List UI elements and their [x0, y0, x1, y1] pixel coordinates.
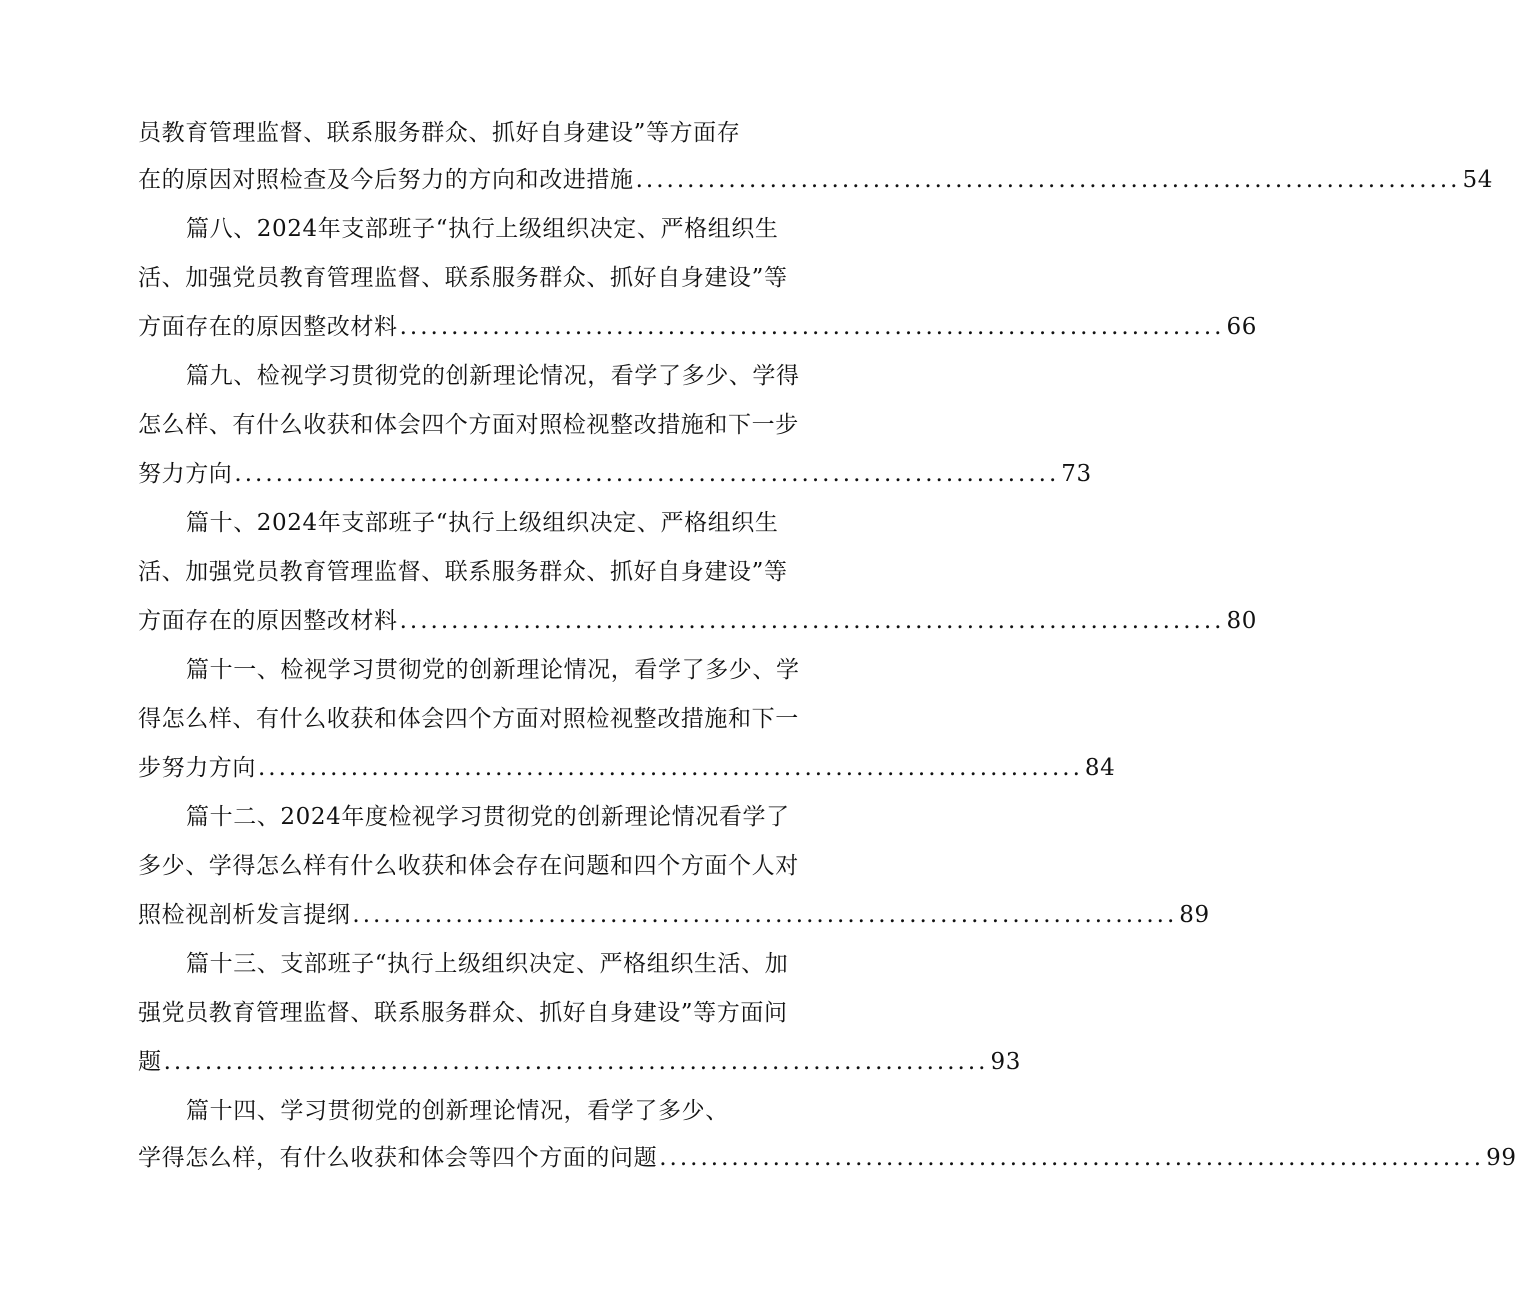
- toc-entry-title: 步努力方向: [138, 755, 256, 781]
- toc-line: 得怎么样、有什么收获和体会四个方面对照检视整改措施和下一: [138, 706, 799, 732]
- toc-page-number: 84: [1084, 755, 1116, 781]
- toc-entry-last-line[interactable]: [138, 160, 1493, 200]
- leader-dots: ................................................................................: [399, 608, 1225, 634]
- toc-page-number: 66: [1226, 314, 1257, 340]
- leader-dots: ................................................................................: [659, 1145, 1485, 1171]
- leader-dots: ................................................................................: [399, 314, 1225, 340]
- toc-page-number: 89: [1179, 902, 1210, 928]
- toc-entry-last-line[interactable]: [138, 748, 1116, 788]
- toc-line: 强党员教育管理监督、联系服务群众、抓好自身建设”等方面问: [138, 1000, 788, 1026]
- toc-line: 篇八、2024年支部班子“执行上级组织决定、严格组织生: [186, 216, 779, 242]
- leader-dots: ................................................................................: [258, 755, 1083, 781]
- toc-line: 篇九、检视学习贯彻党的创新理论情况，看学了多少、学得: [186, 363, 800, 389]
- toc-line: 员教育管理监督、联系服务群众、抓好自身建设”等方面存: [138, 120, 741, 146]
- toc-entry-title: 方面存在的原因整改材料: [138, 314, 398, 340]
- toc-line: 篇十一、检视学习贯彻党的创新理论情况，看学了多少、学: [186, 657, 800, 683]
- toc-entry-title: 努力方向: [138, 461, 233, 487]
- toc-entry-last-line[interactable]: [138, 1138, 1517, 1178]
- toc-page-number: 54: [1462, 167, 1493, 193]
- toc-page-number: 73: [1061, 461, 1092, 487]
- toc-line: 活、加强党员教育管理监督、联系服务群众、抓好自身建设”等: [138, 559, 788, 585]
- toc-line: 怎么样、有什么收获和体会四个方面对照检视整改措施和下一步: [138, 412, 799, 438]
- toc-entry-last-line[interactable]: [138, 1042, 1021, 1082]
- toc-page-number: 93: [990, 1049, 1021, 1075]
- leader-dots: ................................................................................: [635, 167, 1461, 193]
- leader-dots: ................................................................................: [352, 902, 1178, 928]
- toc-line: 篇十四、学习贯彻党的创新理论情况，看学了多少、: [186, 1098, 729, 1124]
- toc-line: 篇十二、2024年度检视学习贯彻党的创新理论情况看学了: [186, 804, 790, 830]
- toc-line: 篇十三、支部班子“执行上级组织决定、严格组织生活、加: [186, 951, 789, 977]
- leader-dots: ................................................................................: [163, 1049, 989, 1075]
- toc-line: 活、加强党员教育管理监督、联系服务群众、抓好自身建设”等: [138, 265, 788, 291]
- leader-dots: ................................................................................: [234, 461, 1060, 487]
- toc-entry-title: 在的原因对照检查及今后努力的方向和改进措施: [138, 167, 634, 193]
- toc-entry-last-line[interactable]: [138, 895, 1210, 935]
- toc-entry-title: 照检视剖析发言提纲: [138, 902, 351, 928]
- toc-entry-title: 题: [138, 1049, 162, 1075]
- toc-page-number: 99: [1486, 1145, 1517, 1171]
- toc-line: 篇十、2024年支部班子“执行上级组织决定、严格组织生: [186, 510, 779, 536]
- toc-entry-last-line[interactable]: [138, 601, 1257, 641]
- toc-entry-title: 学得怎么样，有什么收获和体会等四个方面的问题: [138, 1145, 658, 1171]
- toc-entry-title: 方面存在的原因整改材料: [138, 608, 398, 634]
- toc-line: 多少、学得怎么样有什么收获和体会存在问题和四个方面个人对: [138, 853, 799, 879]
- toc-entry-last-line[interactable]: [138, 307, 1257, 347]
- toc-page-number: 80: [1226, 608, 1257, 634]
- toc-entry-last-line[interactable]: [138, 454, 1092, 494]
